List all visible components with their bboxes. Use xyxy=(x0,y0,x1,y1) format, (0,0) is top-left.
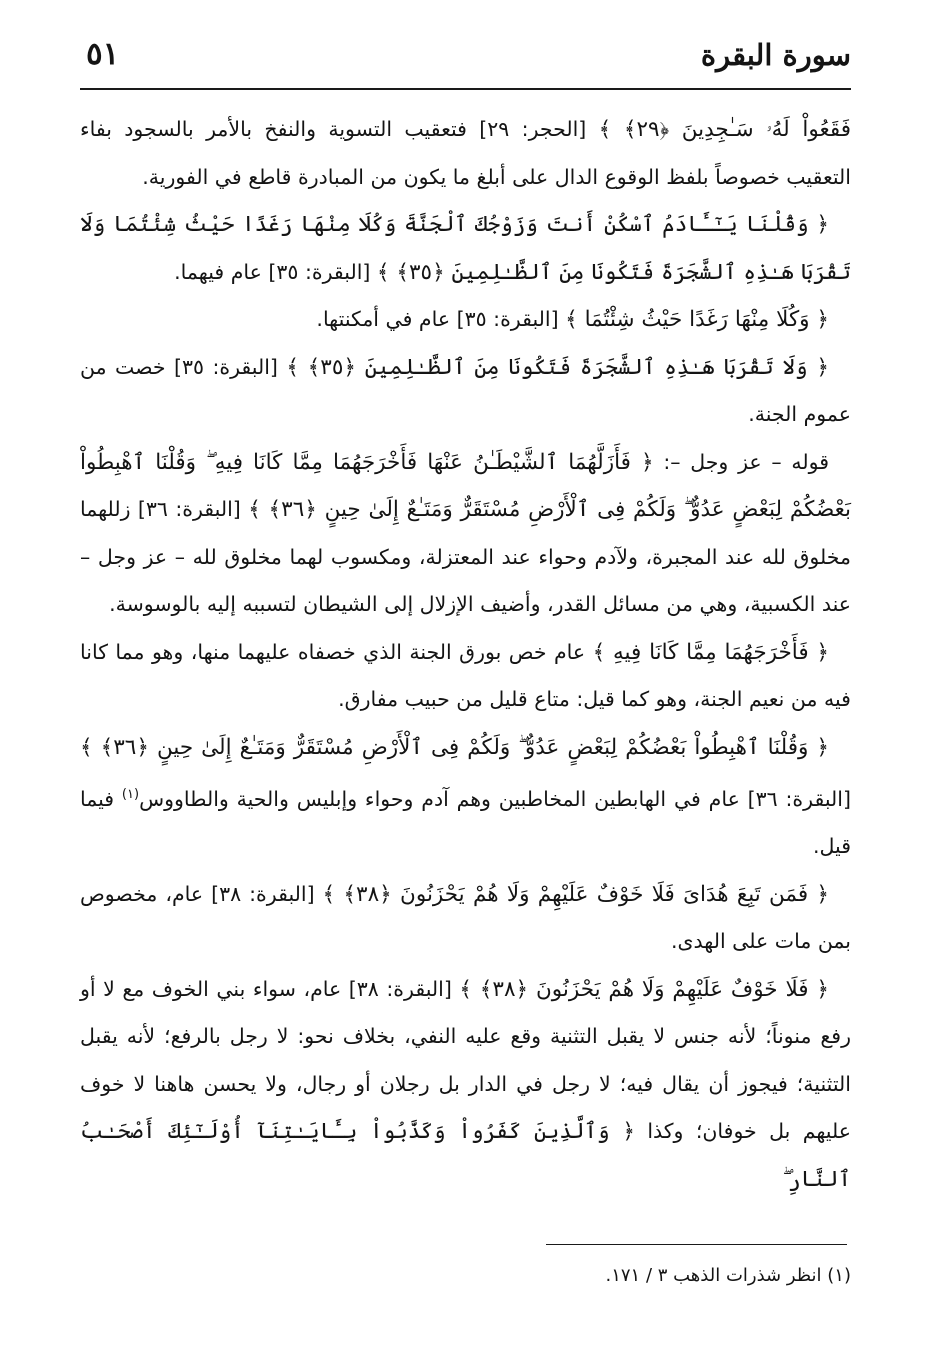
quran-verse: ﴿ وَٱلَّذِينَ كَفَرُواْ وَكَذَّبُواْ بِـَٔايَـٰتِنَآ أُوْلَـٰٓئِكَ أَصْحَـٰبُ ٱلنَّارِ ۖ xyxy=(80,1119,851,1192)
paragraph xyxy=(80,344,851,439)
footnote-marker: (١) xyxy=(121,787,140,802)
commentary-text: [البقرة: ٣٥] عام في أمكنتها. xyxy=(316,307,566,331)
body-text xyxy=(80,106,851,1203)
quran-verse: ﴿ فَلَا خَوْفٌ عَلَيْهِمْ وَلَا هُمْ يَحْزَنُونَ ﴿٣٨﴾ ﴾ xyxy=(459,976,829,1002)
commentary-text: [البقرة: ٣٦] زللهما مخلوق لله عند المجبرة، ولآدم وحواء عند المعتزلة، ومكسوب لهما مخلوق لله – عز وجل – عند الكسبية، وهي من مسائل القدر، وأضيف الإزلال إلى الشيطان لتسببه إليه بالوسوسة. xyxy=(80,497,851,616)
paragraph xyxy=(80,201,851,296)
paragraph xyxy=(80,106,851,201)
commentary-text: [البقرة: ٣٨] عام، مخصوص بمن مات على الهدى. xyxy=(80,881,851,954)
quran-verse: ﴿ فَمَن تَبِعَ هُدَاىَ فَلَا خَوْفٌ عَلَيْهِمْ وَلَا هُمْ يَحْزَنُونَ ﴿٣٨﴾ ﴾ xyxy=(322,881,830,907)
paragraph xyxy=(80,724,851,871)
paragraph xyxy=(80,871,851,966)
commentary-text: [البقرة: ٣٥] عام فيهما. xyxy=(174,259,377,284)
commentary-text: [البقرة: ٣٥] خصت من عموم الجنة. xyxy=(80,354,851,426)
commentary-text: [الحجر: ٢٩] فتعقيب التسوية والنفخ بالأمر بالسجود بفاء التعقيب خصوصاً بلفظ الوقوع الدال على أبلغ ما يكون من المبادرة قاطع في الفورية. xyxy=(80,117,851,189)
quran-verse: ﴿ وَكُلَا مِنْهَا رَغَدًا حَيْثُ شِئْتُمَا ﴾ xyxy=(565,307,829,332)
commentary-text: [البقرة: ٣٦] عام في الهابطين المخاطبين وهم آدم وحواء وإبليس والحية والطاووس xyxy=(139,786,851,811)
paragraph xyxy=(80,966,851,1204)
surah-title: سورة البقرة xyxy=(700,38,851,72)
commentary-text: [البقرة: ٣٨] عام، سواء بني الخوف مع لا أو رفع منوناً؛ لأنه جنس لا يقبل التثنية وقع عليه النفي، بخلاف نحو: لا رجل بالرفع؛ لأنه يقبل التثنية؛ فيجوز أن يقال فيه؛ لا رجل في الدار بل رجلان أو رجال، ولا يحسن هاهنا لا خوف عليهم بل خوفان؛ وكذا xyxy=(80,976,852,1144)
quran-verse: ﴿ وَلَا تَقْرَبَا هَـٰذِهِ ٱلشَّجَرَةَ فَتَكُونَا مِنَ ٱلظَّـٰلِمِينَ ﴿٣٥﴾ ﴾ xyxy=(286,354,829,380)
quran-verse: فَقَعُواْ لَهُۥ سَـٰجِدِينَ ﴿٢٩﴾ ﴾ xyxy=(598,117,852,142)
quran-verse: ﴿ فَأَزَلَّهُمَا ٱلشَّيْطَـٰنُ عَنْهَا فَأَخْرَجَهُمَا مِمَّا كَانَا فِيهِ ۖ وَقُلْنَا ٱهْبِطُواْ بَعْضُكُمْ لِبَعْضٍ عَدُوٌّ ۖ وَلَكُمْ فِى ٱلْأَرْضِ مُسْتَقَرٌّ وَمَتَـٰعٌ إِلَىٰ حِينٍ ﴿٣٦﴾ ﴾ xyxy=(80,449,852,522)
commentary-text: قوله – عز وجل –: xyxy=(653,449,829,474)
quran-verse: ﴿ وَقُلْنَا يَـٰٓـَٔادَمُ ٱسْكُنْ أَنتَ وَزَوْجُكَ ٱلْجَنَّةَ وَكُلَا مِنْهَا رَغَدًا حَيْثُ شِئْتُمَا وَلَا تَقْرَبَا هَـٰذِهِ ٱلشَّجَرَةَ فَتَكُونَا مِنَ ٱلظَّـٰلِمِينَ ﴿٣٥﴾ ﴾ xyxy=(80,212,851,285)
footnote-divider xyxy=(546,1244,847,1245)
quran-verse: ﴿ فَأَخْرَجَهُمَا مِمَّا كَانَا فِيهِ ﴾ xyxy=(592,639,829,665)
commentary-text: فيما قيل. xyxy=(80,786,851,859)
footnote: (١) انظر شذرات الذهب ٣ / ١٧١. xyxy=(605,1265,851,1286)
paragraph xyxy=(80,296,851,344)
page-header xyxy=(80,32,851,90)
page-number: ٥١ xyxy=(86,36,120,72)
paragraph xyxy=(80,629,851,724)
quran-verse: ﴿ وَقُلْنَا ٱهْبِطُواْ بَعْضُكُمْ لِبَعْضٍ عَدُوٌّ ۖ وَلَكُمْ فِى ٱلْأَرْضِ مُسْتَقَرٌّ وَمَتَـٰعٌ إِلَىٰ حِينٍ ﴿٣٦﴾ ﴾ xyxy=(80,734,830,760)
commentary-text: عام خص بورق الجنة الذي خصفاه عليهما منها، وهو مما كانا فيه من نعيم الجنة، وهو كما قيل: متاع قليل من حبيب مفارق. xyxy=(80,639,851,711)
paragraph xyxy=(80,439,851,629)
